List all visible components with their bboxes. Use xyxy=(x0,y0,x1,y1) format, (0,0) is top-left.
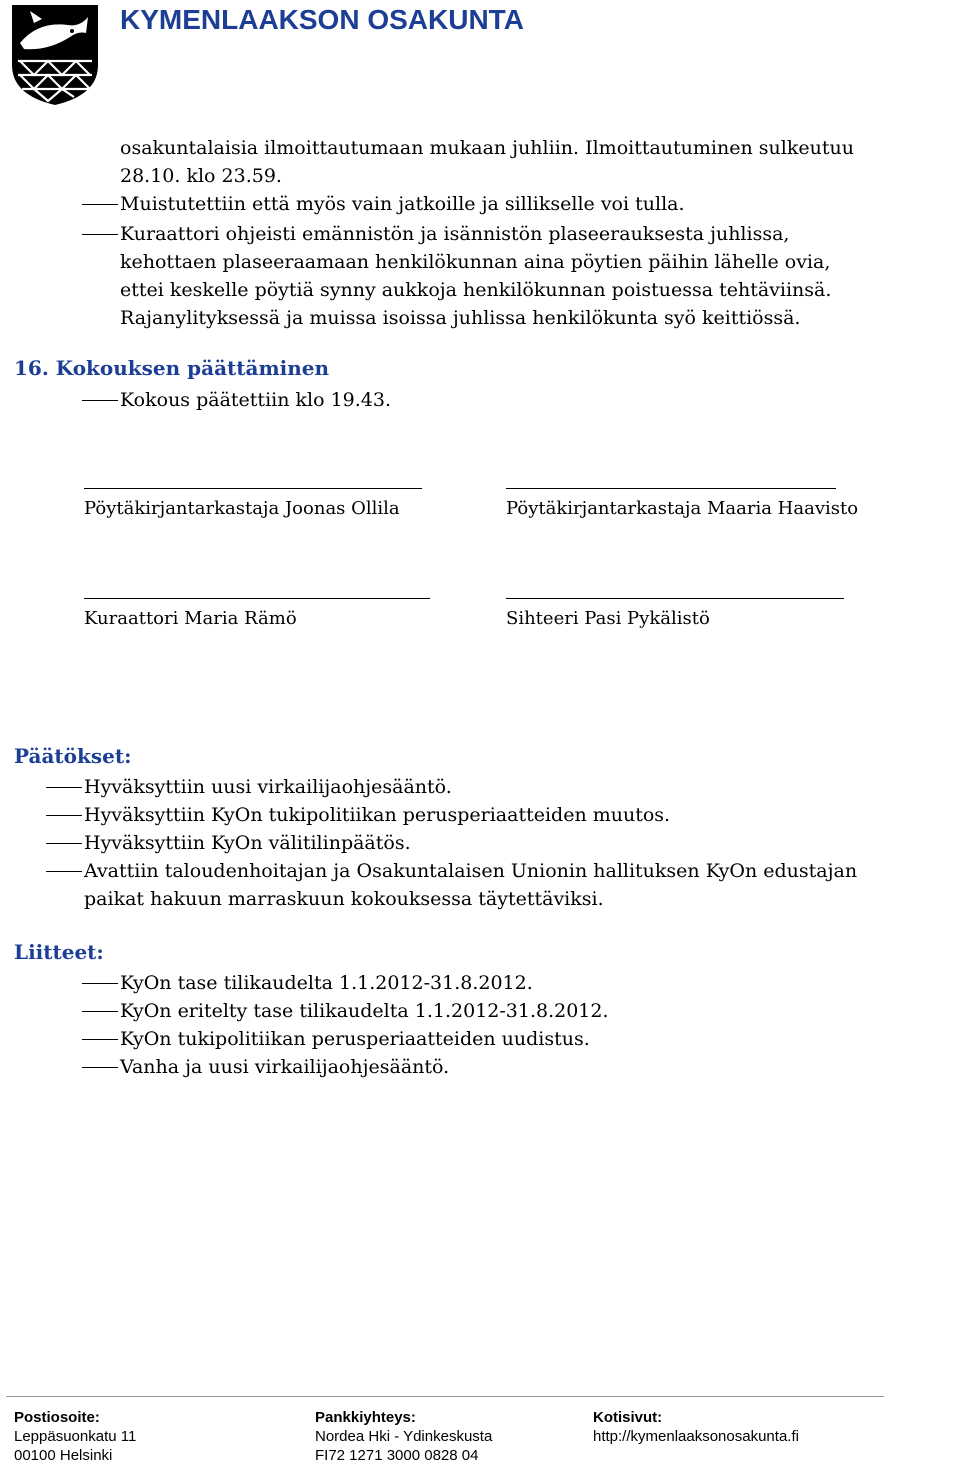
list-item: Avattiin taloudenhoitajan ja Osakuntalaisen Unionin hallituksen KyOn edustajan xyxy=(84,860,858,882)
footer-text: Leppäsuonkatu 11 xyxy=(14,1428,137,1445)
list-item: Kokous päätettiin klo 19.43. xyxy=(120,389,392,411)
footer-label: Pankkiyhteys: xyxy=(315,1409,416,1426)
signature-caption: Pöytäkirjantarkastaja Maaria Haavisto xyxy=(506,498,859,519)
bullet-dash xyxy=(82,204,118,205)
paragraph-line: 28.10. klo 23.59. xyxy=(120,165,282,187)
list-item-continuation: paikat hakuun marraskuun kokouksessa täytettäviksi. xyxy=(84,888,604,910)
signature-caption: Sihteeri Pasi Pykälistö xyxy=(506,608,710,629)
salmon-crest-icon xyxy=(8,3,102,107)
bullet-dash xyxy=(82,400,118,401)
signature-caption: Pöytäkirjantarkastaja Joonas Ollila xyxy=(84,498,400,519)
bullet-dash xyxy=(82,983,118,984)
signature-caption: Kuraattori Maria Rämö xyxy=(84,608,297,629)
paragraph-line: osakuntalaisia ilmoittautumaan mukaan juhliin. Ilmoittautuminen sulkeutuu xyxy=(120,137,854,159)
organization-title: KYMENLAAKSON OSAKUNTA xyxy=(120,4,524,35)
section-heading: 16. Kokouksen päättäminen xyxy=(14,356,330,380)
footer-label: Postiosoite: xyxy=(14,1409,100,1426)
list-item-continuation: Rajanylityksessä ja muissa isoissa juhlissa henkilökunta syö keittiössä. xyxy=(120,307,801,329)
list-item-continuation: kehottaen plaseeraamaan henkilökunnan aina pöytien päihin lähelle ovia, xyxy=(120,251,831,273)
bullet-dash xyxy=(46,815,82,816)
footer-label: Kotisivut: xyxy=(593,1409,663,1426)
bullet-dash xyxy=(46,787,82,788)
list-item-continuation: ettei keskelle pöytiä synny aukkoja henkilökunnan poistuessa tehtäviinsä. xyxy=(120,279,832,301)
footer-divider xyxy=(6,1396,884,1397)
bullet-dash xyxy=(82,1039,118,1040)
signature-line xyxy=(84,598,430,599)
bullet-dash xyxy=(82,1067,118,1068)
list-item: Muistutettiin että myös vain jatkoille ja sillikselle voi tulla. xyxy=(120,193,685,215)
bullet-dash xyxy=(82,234,118,235)
footer-link[interactable]: http://kymenlaaksonosakunta.fi xyxy=(593,1428,799,1445)
signature-line xyxy=(506,488,836,489)
signature-line xyxy=(506,598,844,599)
footer-text: 00100 Helsinki xyxy=(14,1447,113,1464)
list-item: KyOn tase tilikaudelta 1.1.2012-31.8.2012. xyxy=(120,972,533,994)
bullet-dash xyxy=(46,843,82,844)
list-item: Hyväksyttiin KyOn välitilinpäätös. xyxy=(84,832,411,854)
list-item: Hyväksyttiin uusi virkailijaohjesääntö. xyxy=(84,776,452,798)
bullet-dash xyxy=(46,871,82,872)
decisions-heading: Päätökset: xyxy=(14,744,132,768)
list-item: KyOn tukipolitiikan perusperiaatteiden uudistus. xyxy=(120,1028,590,1050)
footer-text: FI72 1271 3000 0828 04 xyxy=(315,1447,479,1464)
list-item: Vanha ja uusi virkailijaohjesääntö. xyxy=(120,1056,450,1078)
attachments-heading: Liitteet: xyxy=(14,940,104,964)
list-item: Hyväksyttiin KyOn tukipolitiikan perusperiaatteiden muutos. xyxy=(84,804,671,826)
list-item: Kuraattori ohjeisti emännistön ja isännistön plaseerauksesta juhlissa, xyxy=(120,223,790,245)
footer-text: Nordea Hki - Ydinkeskusta xyxy=(315,1428,493,1445)
signature-line xyxy=(84,488,422,489)
list-item: KyOn eritelty tase tilikaudelta 1.1.2012-31.8.2012. xyxy=(120,1000,609,1022)
bullet-dash xyxy=(82,1011,118,1012)
